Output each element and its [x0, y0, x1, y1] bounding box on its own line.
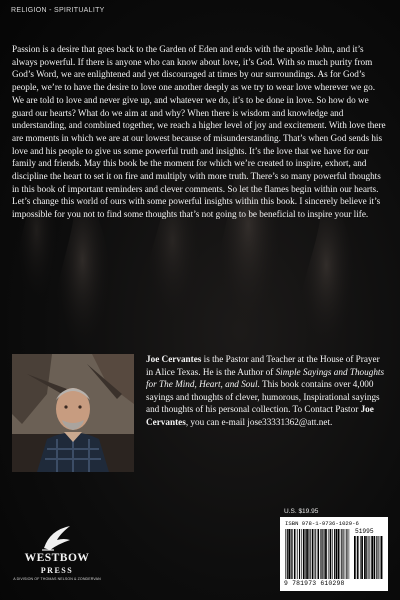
- barcode-bar: [303, 529, 305, 579]
- barcode-bar: [370, 536, 371, 579]
- author-portrait-icon: [12, 354, 134, 472]
- barcode-bar: [378, 536, 379, 579]
- barcode-bar: [301, 529, 302, 579]
- barcode-bar: [308, 529, 309, 579]
- barcode-bar: [357, 536, 358, 579]
- bio-text-2: . This book contains over 4,000 sayings and thoughts of clever, humorous, Inspirational sayings and thoughts of his personal collection. To Contact Pastor: [146, 379, 380, 415]
- barcode-bar: [296, 529, 297, 579]
- barcode-bar: [299, 529, 300, 579]
- isbn-label: ISBN 978-1-9736-1029-6: [285, 520, 359, 527]
- barcode-bar: [294, 529, 295, 579]
- barcode-bar: [287, 529, 288, 579]
- barcode-bar: [317, 529, 318, 579]
- barcode-bar: [338, 529, 339, 579]
- barcode-bar: [297, 529, 298, 579]
- barcode-bar: [306, 529, 308, 579]
- barcode-bar: [322, 529, 323, 579]
- bio-text-3: , you can e-mail jose33331362@att.net.: [185, 416, 333, 427]
- barcode-bar: [318, 529, 319, 579]
- barcode-bar: [346, 529, 347, 579]
- barcode-bar: [336, 529, 338, 579]
- barcode-bar: [371, 536, 373, 579]
- author-bio: [146, 353, 388, 429]
- barcode-bar: [310, 529, 311, 579]
- barcode-bar: [288, 529, 290, 579]
- back-cover-blurb: Passion is a desire that goes back to the Garden of Eden and ends with the apostle John, and it’s always powerful. If there is anyone who can know about love, it’s God. With so much purity from God’s Word, we are enlightened and yet discouraged at times by our surroundings. As for God’s people, we’re to have the desire to love one another deeply as we try to wear love wherever we go. We are told to love and never give up, and whatever we do, it’s to be done in love. So how do we guard our hearts? What do we aim at and why? When there is wisdom and knowledge and understanding, and combined together, we reach a higher level of joy and excitement. With love there are moments in which we are at our lowest because of misunderstanding. That’s when God sends his love and his people to give us some powerful truth and insights. It’s the love that we have for our family and friends. May this book be the moment for which we’re created to inspire, exhort, and discipline the heart to set it on fire and multiply with more truth. There’s so many powerful thoughts in this book of important reminders and clever comments. So let the flames begin within our hearts. Let’s change this world of ours with some powerful insights within this book. I sincerely believe it’s impossible for you not to find some thoughts that’s not going to be beneficial to inspire your life.: [12, 44, 386, 220]
- barcode-bar: [361, 536, 363, 579]
- price-label: U.S. $19.95: [284, 508, 319, 515]
- barcode-bar: [366, 536, 367, 579]
- category-label: RELIGION - SPIRITUALITY: [11, 7, 105, 14]
- barcode-bar: [320, 529, 321, 579]
- addon-barcode-bars: [354, 536, 384, 579]
- barcode-bar: [330, 529, 332, 579]
- bio-text-1: is the Pastor and Teacher at the House of Prayer in Alice Texas. He is the Author of: [146, 354, 380, 377]
- barcode-bar: [345, 529, 346, 579]
- barcode-bar: [358, 536, 359, 579]
- publisher-logo: [12, 524, 102, 594]
- barcode-bar: [332, 529, 333, 579]
- barcode-bar: [360, 536, 361, 579]
- publisher-name: WESTBOW: [24, 552, 90, 564]
- barcode-bar: [328, 529, 329, 579]
- ean-barcode-bars: [285, 529, 351, 579]
- barcode-bar: [364, 536, 366, 579]
- barcode-bar: [315, 529, 316, 579]
- barcode-bar: [369, 536, 370, 579]
- barcode-bar: [321, 529, 322, 579]
- publisher-division: A DIVISION OF THOMAS NELSON & ZONDERVAN: [13, 577, 101, 581]
- barcode-bar: [349, 529, 350, 579]
- other-book-title: Simple Sayings and Thoughts for The Mind, Heart, and Soul: [146, 366, 385, 390]
- barcode-bar: [285, 529, 286, 579]
- barcode-bar: [292, 529, 293, 579]
- ean-number: 9 781973 610298: [284, 580, 345, 587]
- barcode-bar: [374, 536, 376, 579]
- author-name-2: Joe Cervantes: [146, 404, 374, 427]
- barcode-bar: [291, 529, 292, 579]
- author-name: Joe Cervantes: [146, 354, 202, 364]
- author-photo: [12, 354, 134, 472]
- barcode-bar: [376, 536, 377, 579]
- barcode-bar: [305, 529, 306, 579]
- barcode-bar: [341, 529, 342, 579]
- barcode-bar: [380, 536, 381, 579]
- westbow-bird-icon: [40, 524, 74, 552]
- barcode-bar: [334, 529, 335, 579]
- barcode-bar: [354, 536, 356, 579]
- publisher-press: PRESS: [40, 566, 74, 575]
- barcode-bar: [324, 529, 325, 579]
- barcode-bar: [381, 536, 383, 579]
- addon-number: 51995: [355, 528, 374, 535]
- barcode-bar: [343, 529, 344, 579]
- barcode-bar: [312, 529, 314, 579]
- barcode-bar: [340, 529, 341, 579]
- barcode-bar: [325, 529, 327, 579]
- isbn-barcode: [280, 517, 388, 591]
